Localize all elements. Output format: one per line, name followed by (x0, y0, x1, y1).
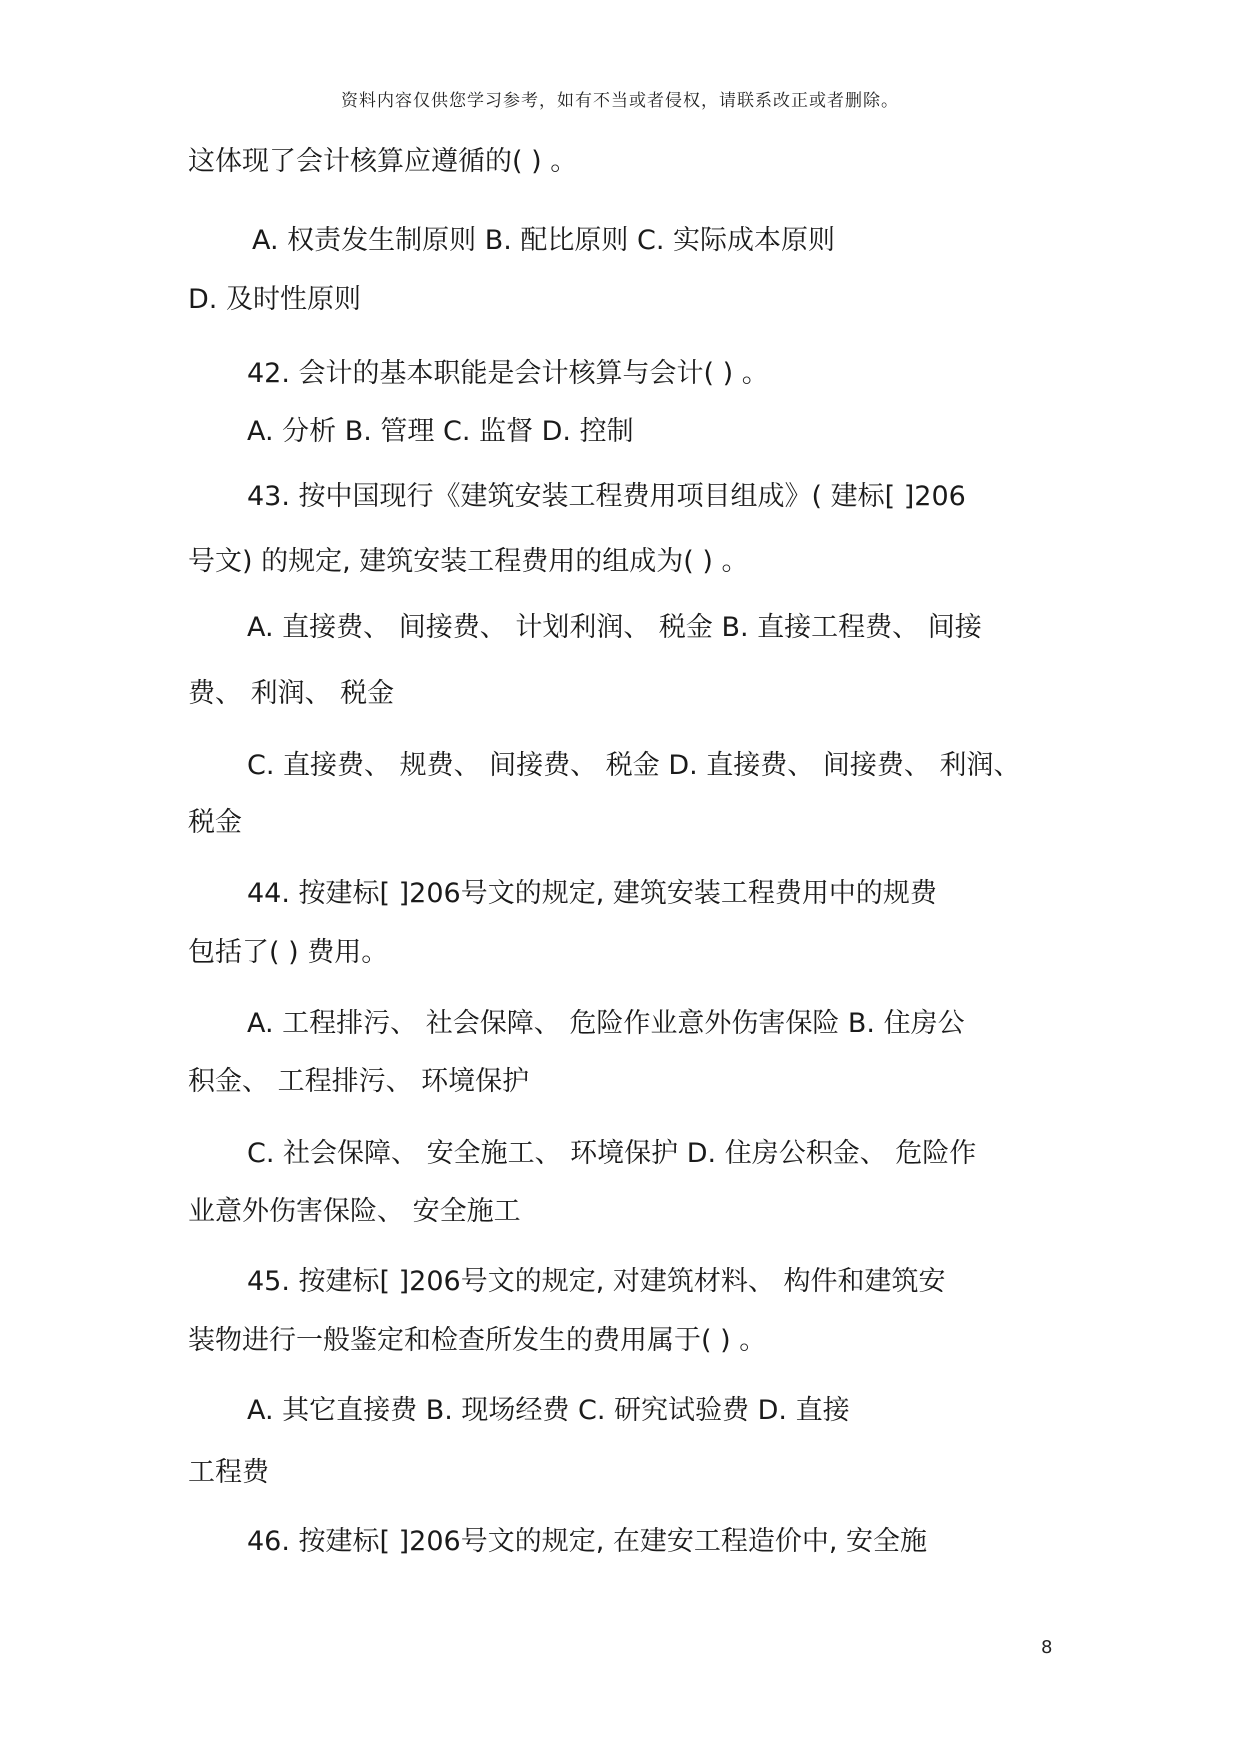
question-44-stem-line-1: 44. 按建标[ ]206号文的规定, 建筑安装工程费用中的规费 (247, 878, 937, 909)
question-42-stem: 42. 会计的基本职能是会计核算与会计( ) 。 (247, 358, 769, 389)
question-42-options: A. 分析 B. 管理 C. 监督 D. 控制 (247, 416, 634, 447)
question-44-options-cd-line-1: C. 社会保障、 安全施工、 环境保护 D. 住房公积金、 危险作 (247, 1138, 977, 1169)
question-44-options-ab-line-2: 积金、 工程排污、 环境保护 (188, 1066, 530, 1097)
question-43-options-cd-line-1: C. 直接费、 规费、 间接费、 税金 D. 直接费、 间接费、 利润、 (247, 750, 1021, 781)
question-45-stem-line-2: 装物进行一般鉴定和检查所发生的费用属于( ) 。 (188, 1325, 767, 1356)
question-45-stem-line-1: 45. 按建标[ ]206号文的规定, 对建筑材料、 构件和建筑安 (247, 1266, 946, 1297)
page-header-disclaimer: 资料内容仅供您学习参考，如有不当或者侵权，请联系改正或者删除。 (341, 91, 899, 111)
question-43-stem-line-1: 43. 按中国现行《建筑安装工程费用项目组成》( 建标[ ]206 (247, 481, 966, 512)
question-41-stem-end: 这体现了会计核算应遵循的( ) 。 (188, 146, 578, 177)
page-number: 8 (1041, 1637, 1053, 1658)
question-41-option-d: D. 及时性原则 (188, 284, 361, 315)
question-45-options-line-1: A. 其它直接费 B. 现场经费 C. 研究试验费 D. 直接 (247, 1395, 850, 1426)
question-43-options-cd-line-2: 税金 (188, 807, 242, 838)
question-43-stem-line-2: 号文) 的规定, 建筑安装工程费用的组成为( ) 。 (188, 546, 749, 577)
question-44-options-ab-line-1: A. 工程排污、 社会保障、 危险作业意外伤害保险 B. 住房公 (247, 1008, 965, 1039)
question-44-stem-line-2: 包括了( ) 费用。 (188, 937, 389, 968)
question-43-options-ab-line-1: A. 直接费、 间接费、 计划利润、 税金 B. 直接工程费、 间接 (247, 612, 982, 643)
question-43-options-ab-line-2: 费、 利润、 税金 (188, 678, 395, 709)
question-45-options-line-2: 工程费 (188, 1457, 269, 1488)
question-44-options-cd-line-2: 业意外伤害保险、 安全施工 (188, 1196, 521, 1227)
question-41-options-abc: A. 权责发生制原则 B. 配比原则 C. 实际成本原则 (252, 225, 836, 256)
question-46-stem-line-1: 46. 按建标[ ]206号文的规定, 在建安工程造价中, 安全施 (247, 1526, 928, 1557)
